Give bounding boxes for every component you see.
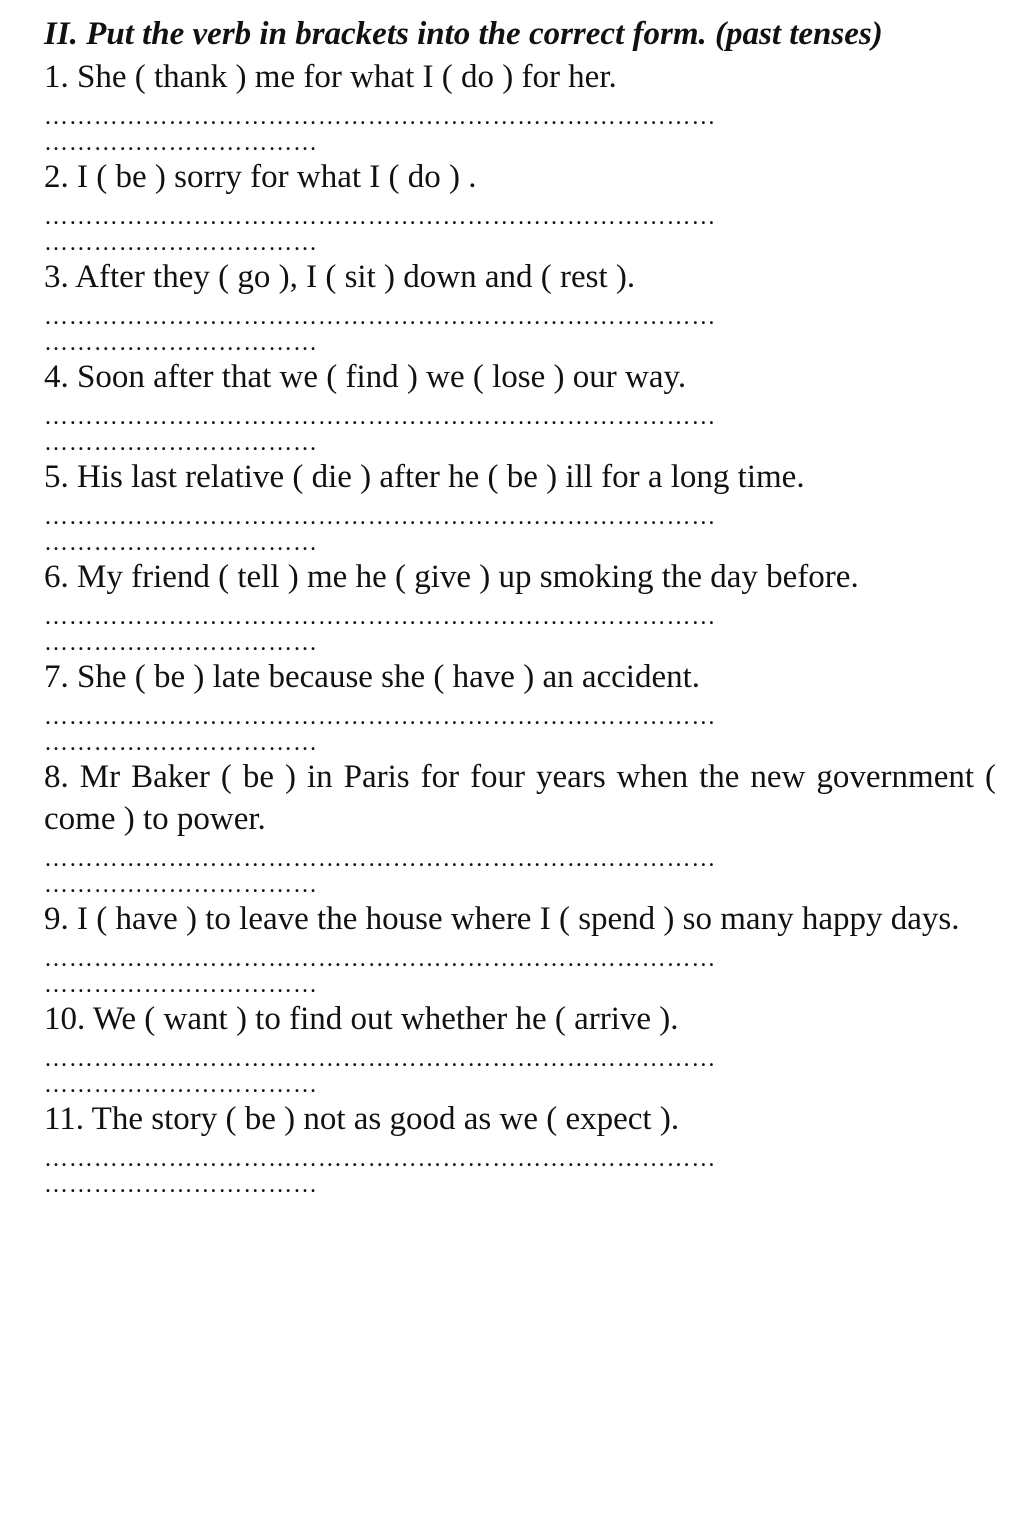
answer-line[interactable]: ……………………………………………………………………… (44, 204, 717, 230)
answer-line[interactable]: …………………………… (44, 230, 318, 256)
answer-line[interactable]: …………………………… (44, 1172, 318, 1198)
exercise-sentence: 11. The story ( be ) not as good as we ( expect ). (44, 1101, 680, 1137)
answer-line[interactable]: …………………………… (44, 972, 318, 998)
exercise-heading: II. Put the verb in brackets into the correct form. (past tenses) (44, 16, 883, 52)
answer-line[interactable]: ……………………………………………………………………… (44, 504, 717, 530)
exercise-item (44, 998, 996, 1098)
answer-line[interactable]: …………………………… (44, 872, 318, 898)
answer-line[interactable]: …………………………… (44, 130, 318, 156)
exercise-sentence: 8. Mr Baker ( be ) in Paris for four years when the new government ( come ) to power. (44, 759, 996, 837)
answer-line[interactable]: ……………………………………………………………………… (44, 1046, 717, 1072)
answer-line[interactable]: …………………………… (44, 430, 318, 456)
exercise-sentence: 6. My friend ( tell ) me he ( give ) up smoking the day before. (44, 559, 859, 595)
exercise-list (44, 56, 996, 1198)
exercise-sentence: 9. I ( have ) to leave the house where I ( spend ) so many happy days. (44, 901, 960, 937)
exercise-item (44, 656, 996, 756)
answer-line[interactable]: ……………………………………………………………………… (44, 104, 717, 130)
answer-line[interactable]: ……………………………………………………………………… (44, 704, 717, 730)
answer-line[interactable]: ……………………………………………………………………… (44, 304, 717, 330)
exercise-item (44, 256, 996, 356)
answer-line[interactable]: …………………………… (44, 1072, 318, 1098)
exercise-sentence: 4. Soon after that we ( find ) we ( lose ) our way. (44, 359, 687, 395)
exercise-item (44, 56, 996, 156)
answer-line[interactable]: …………………………… (44, 630, 318, 656)
answer-line[interactable]: ……………………………………………………………………… (44, 946, 717, 972)
exercise-item (44, 1098, 996, 1198)
exercise-sentence: 5. His last relative ( die ) after he ( be ) ill for a long time. (44, 459, 805, 495)
exercise-item (44, 898, 996, 998)
exercise-item (44, 356, 996, 456)
answer-line[interactable]: …………………………… (44, 730, 318, 756)
exercise-item (44, 156, 996, 256)
exercise-item (44, 756, 996, 898)
exercise-item (44, 556, 996, 656)
answer-line[interactable]: ……………………………………………………………………… (44, 404, 717, 430)
exercise-item (44, 456, 996, 556)
answer-line[interactable]: …………………………… (44, 530, 318, 556)
exercise-sentence: 3. After they ( go ), I ( sit ) down and ( rest ). (44, 259, 636, 295)
exercise-sentence: 10. We ( want ) to find out whether he ( arrive ). (44, 1001, 679, 1037)
answer-line[interactable]: ……………………………………………………………………… (44, 846, 717, 872)
exercise-sentence: 7. She ( be ) late because she ( have ) an accident. (44, 659, 701, 695)
answer-line[interactable]: ……………………………………………………………………… (44, 1146, 717, 1172)
exercise-sentence: 2. I ( be ) sorry for what I ( do ) . (44, 159, 477, 195)
exercise-sentence: 1. She ( thank ) me for what I ( do ) for her. (44, 59, 617, 95)
answer-line[interactable]: ……………………………………………………………………… (44, 604, 717, 630)
answer-line[interactable]: …………………………… (44, 330, 318, 356)
